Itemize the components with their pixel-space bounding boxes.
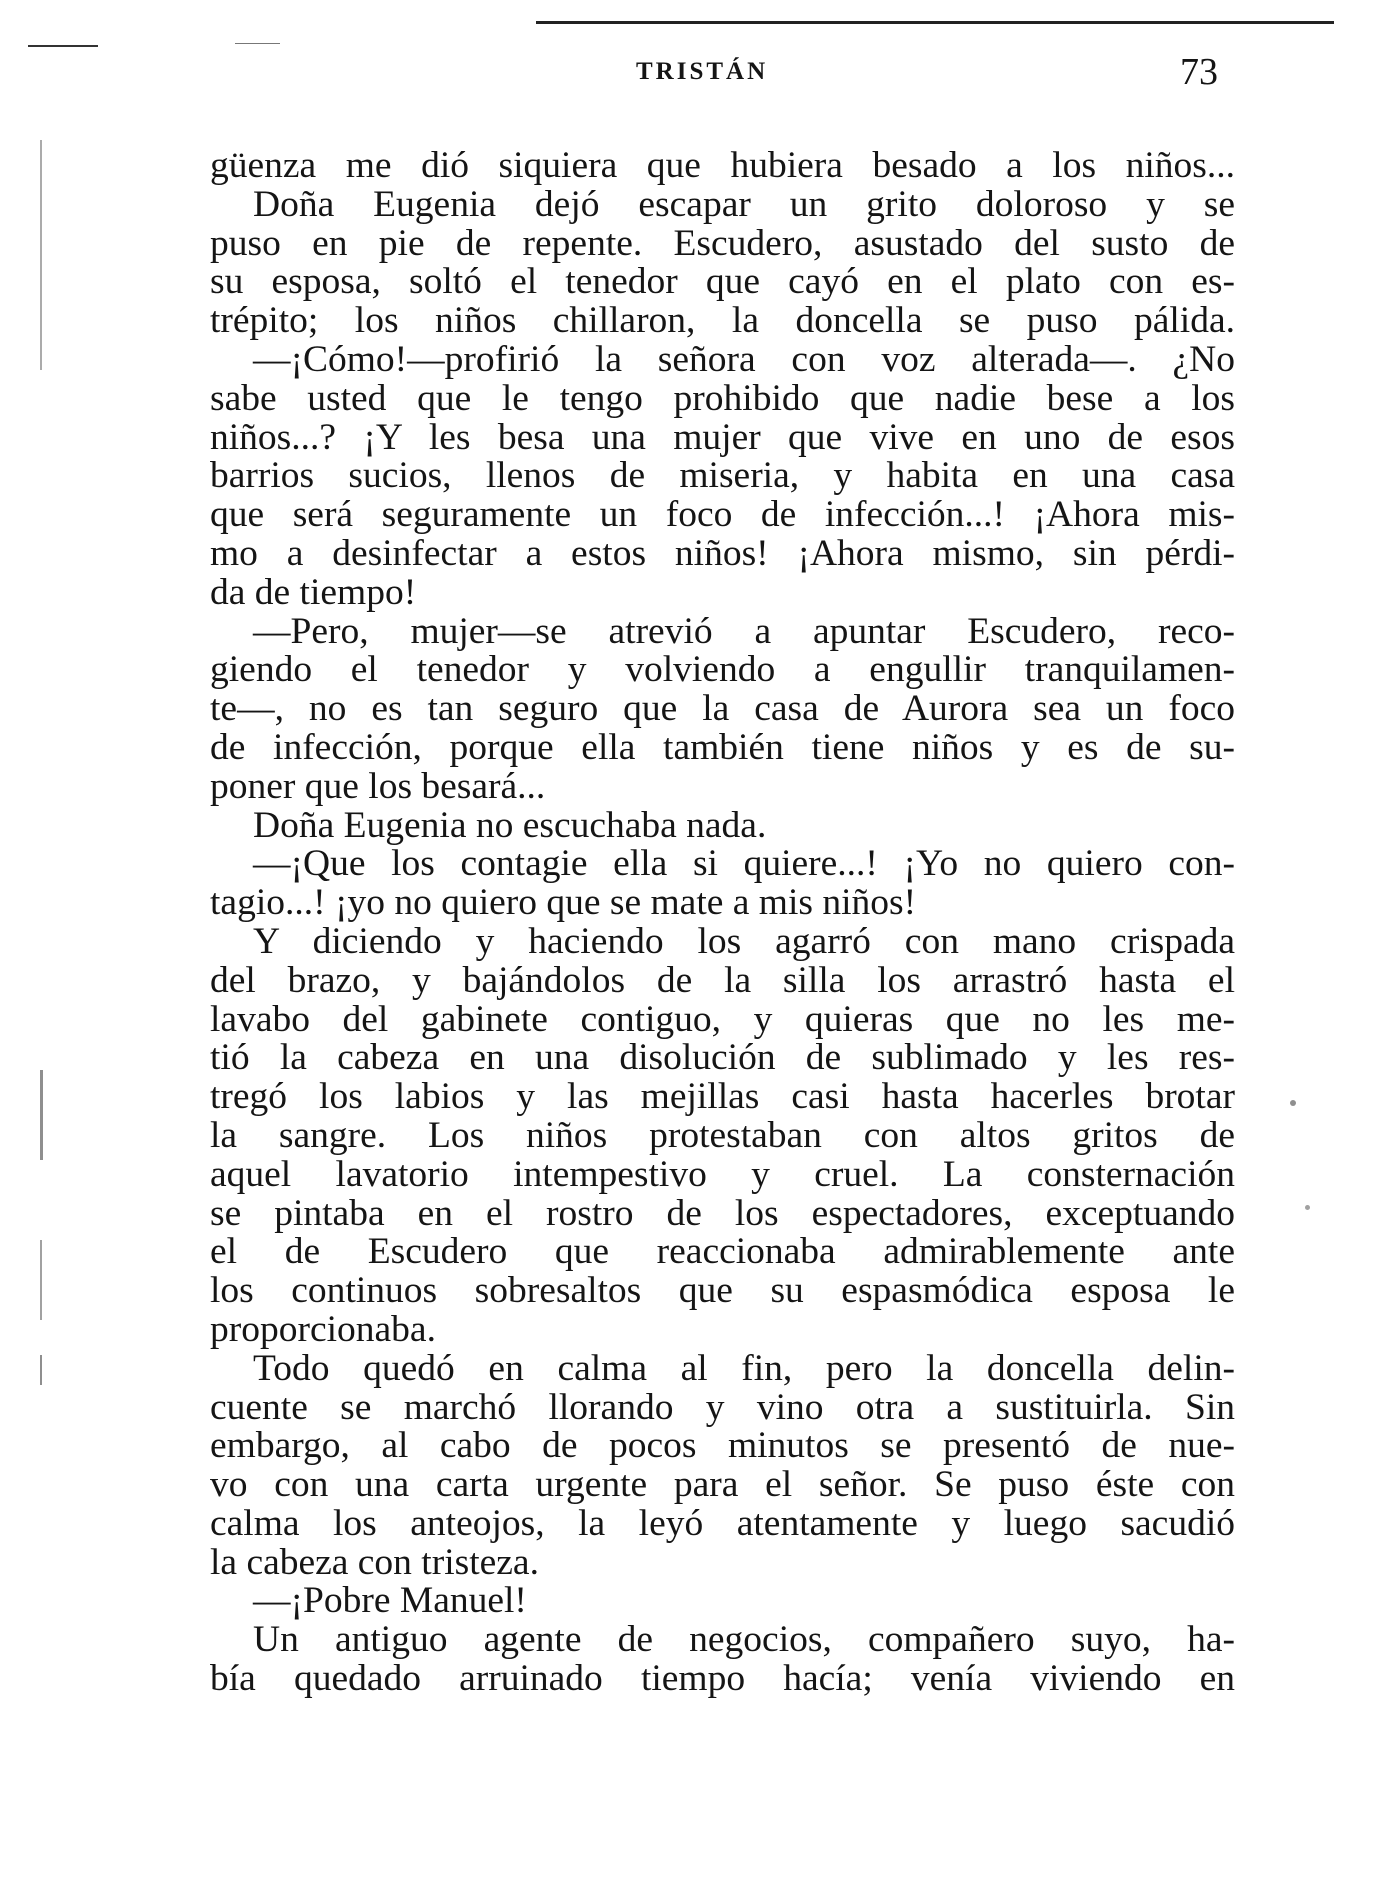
margin-rule: [28, 45, 98, 47]
margin-rule: [235, 43, 280, 44]
text-line: da de tiempo!: [210, 571, 417, 613]
page-number: 73: [1180, 51, 1218, 93]
text-line: Doña Eugenia dejó escapar un grito doloroso y se: [253, 183, 1235, 225]
text-line: bía quedado arruinado tiempo hacía; venía viviendo en: [210, 1658, 1235, 1700]
text-line: la sangre. Los niños protestaban con altos gritos de: [210, 1114, 1235, 1156]
text-line: sabe usted que le tengo prohibido que nadie bese a los: [210, 377, 1235, 419]
scan-artifact: [1305, 1205, 1310, 1210]
text-line: proporcionaba.: [210, 1308, 436, 1350]
text-line: Un antiguo agente de negocios, compañero suyo, ha-: [253, 1619, 1235, 1661]
text-line: güenza me dió siquiera que hubiera besado a los niños...: [210, 145, 1235, 186]
text-line: —¡Pobre Manuel!: [253, 1580, 527, 1622]
text-line: —¡Que los contagie ella si quiere...! ¡Yo no quiero con-: [253, 843, 1235, 885]
text-line: niños...? ¡Y les besa una mujer que vive en uno de esos: [210, 416, 1235, 458]
text-line: su esposa, soltó el tenedor que cayó en el plato con es-: [210, 261, 1235, 303]
text-line: el de Escudero que reaccionaba admirablemente ante: [210, 1231, 1235, 1273]
text-line: poner que los besará...: [210, 765, 546, 807]
text-line: tagio...! ¡yo no quiero que se mate a mis niños!: [210, 882, 917, 924]
text-line: Y diciendo y haciendo los agarró con mano crispada: [253, 920, 1235, 962]
text-line: la cabeza con tristeza.: [210, 1541, 539, 1583]
text-line: los continuos sobresaltos que su espasmódica esposa le: [210, 1270, 1235, 1312]
scan-artifact: [40, 1240, 42, 1320]
text-line: Todo quedó en calma al fin, pero la doncella delin-: [253, 1347, 1235, 1389]
text-line: que será seguramente un foco de infección...! ¡Ahora mis-: [210, 494, 1235, 536]
text-line: giendo el tenedor y volviendo a engullir tranquilamen-: [210, 649, 1235, 691]
text-line: aquel lavatorio intempestivo y cruel. La consternación: [210, 1153, 1235, 1195]
text-line: embargo, al cabo de pocos minutos se presentó de nue-: [210, 1425, 1235, 1467]
text-line: lavabo del gabinete contiguo, y quieras que no les me-: [210, 998, 1235, 1040]
scan-artifact: [40, 1070, 43, 1160]
scan-artifact: [40, 140, 42, 370]
text-line: barrios sucios, llenos de miseria, y habita en una casa: [210, 455, 1235, 497]
text-line: de infección, porque ella también tiene niños y es de su-: [210, 726, 1235, 768]
text-line: cuente se marchó llorando y vino otra a sustituirla. Sin: [210, 1386, 1235, 1428]
text-line: puso en pie de repente. Escudero, asustado del susto de: [210, 222, 1235, 264]
scan-artifact: [40, 1355, 42, 1385]
text-line: te—, no es tan seguro que la casa de Aurora sea un foco: [210, 688, 1235, 730]
header-rule: [536, 21, 1334, 24]
running-header-title: TRISTÁN: [636, 58, 769, 85]
text-line: —Pero, mujer—se atrevió a apuntar Escudero, reco-: [253, 610, 1235, 652]
text-line: tió la cabeza en una disolución de sublimado y les res-: [210, 1037, 1235, 1079]
text-line: vo con una carta urgente para el señor. Se puso éste con: [210, 1464, 1235, 1506]
text-line: mo a desinfectar a estos niños! ¡Ahora mismo, sin pérdi-: [210, 532, 1235, 574]
text-line: del brazo, y bajándolos de la silla los arrastró hasta el: [210, 959, 1235, 1001]
text-line: tregó los labios y las mejillas casi hasta hacerles brotar: [210, 1076, 1235, 1118]
text-line: se pintaba en el rostro de los espectadores, exceptuando: [210, 1192, 1235, 1234]
text-line: Doña Eugenia no escuchaba nada.: [253, 804, 767, 846]
text-line: —¡Cómo!—profirió la señora con voz alterada—. ¿No: [253, 338, 1235, 380]
scan-artifact: [1290, 1100, 1296, 1106]
text-line: calma los anteojos, la leyó atentamente y luego sacudió: [210, 1502, 1235, 1544]
text-line: trépito; los niños chillaron, la doncella se puso pálida.: [210, 300, 1235, 342]
body-text: [210, 147, 1235, 1699]
